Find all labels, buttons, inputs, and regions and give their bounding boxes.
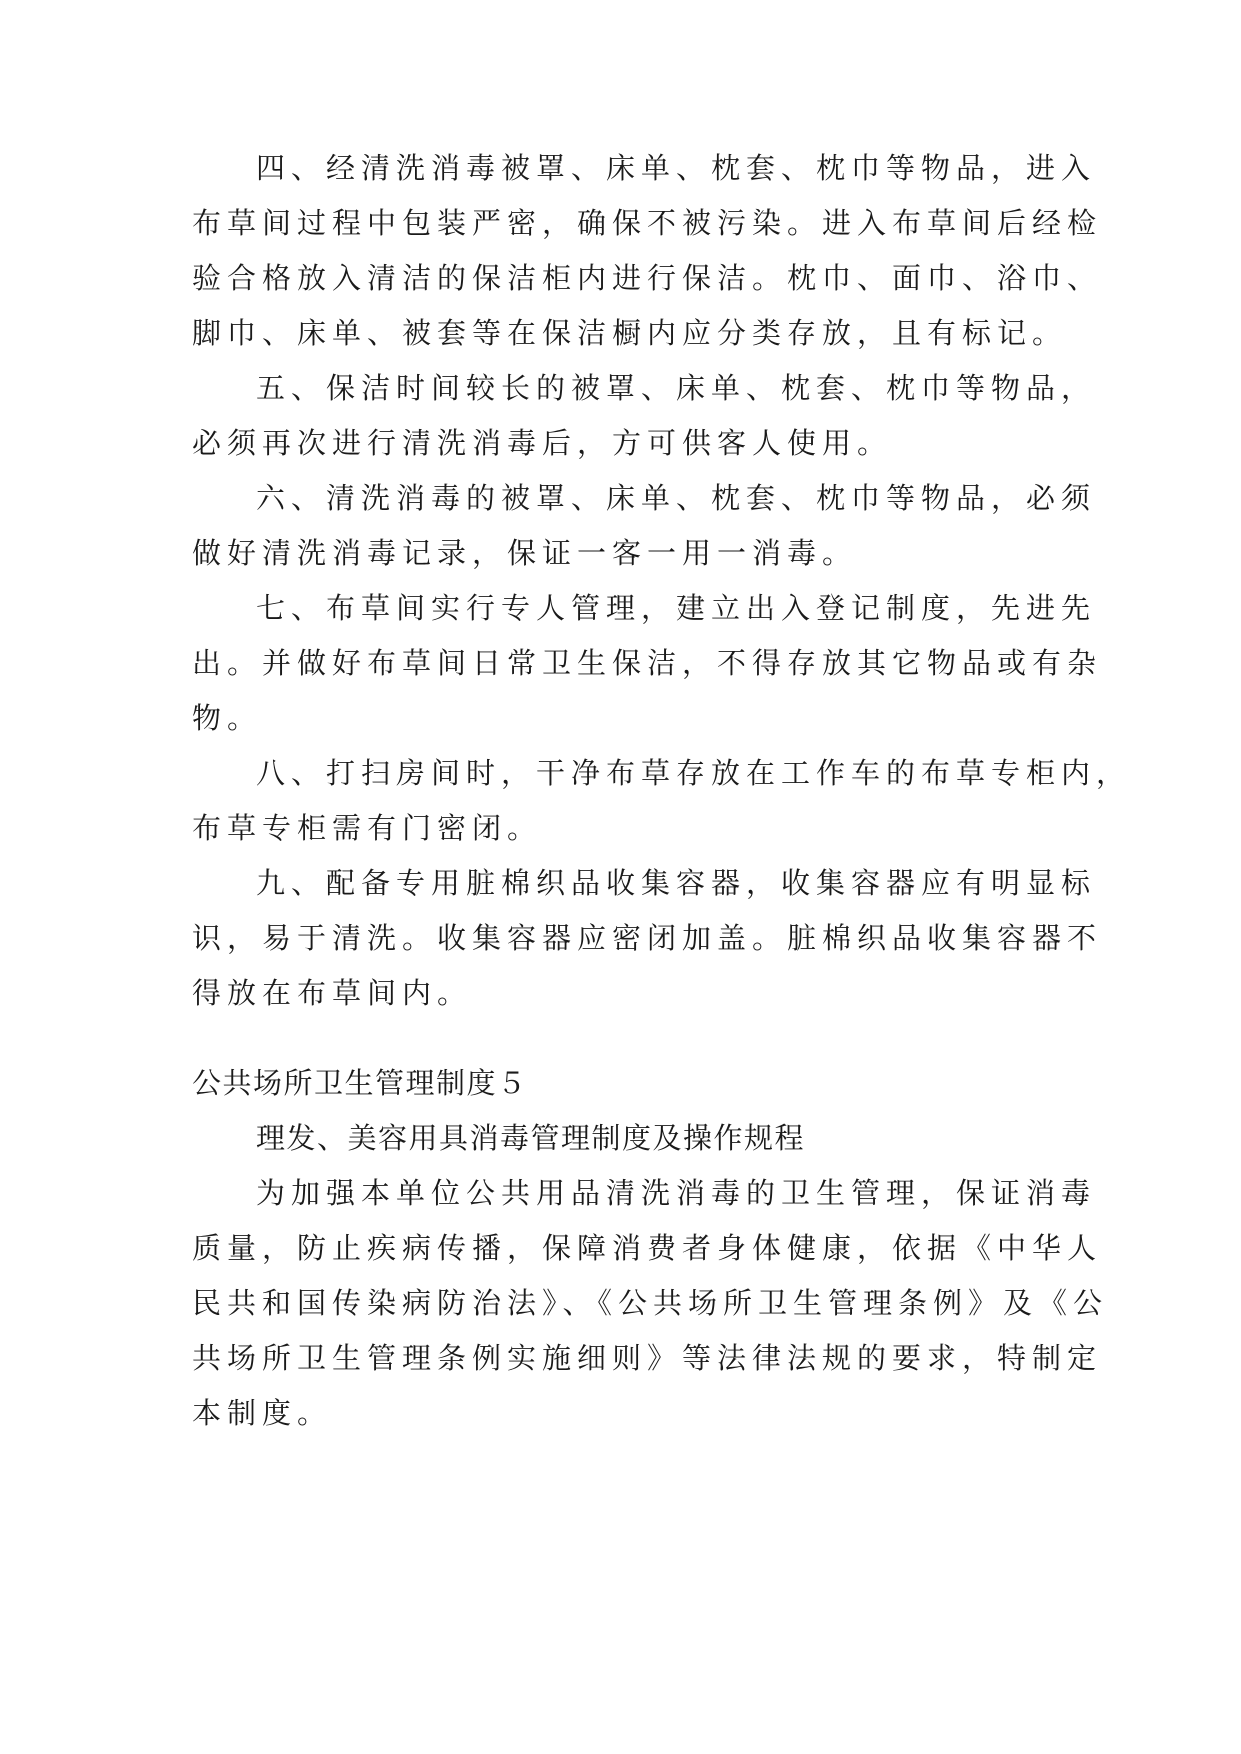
- paragraph-4-line-1: 四、经清洗消毒被罩、床单、枕套、枕巾等物品，进入: [256, 151, 1097, 185]
- intro-paragraph-line-2: 质量，防止疾病传播，保障消费者身体健康，依据《中华人: [192, 1231, 1103, 1265]
- section-subtitle: 理发、美容用具消毒管理制度及操作规程: [256, 1121, 806, 1155]
- paragraph-8-line-1: 八、打扫房间时，干净布草存放在工作车的布草专柜内，: [256, 756, 1132, 790]
- paragraph-5-line-1: 五、保洁时间较长的被罩、床单、枕套、枕巾等物品，: [256, 371, 1097, 405]
- paragraph-9-line-3: 得放在布草间内。: [192, 976, 473, 1010]
- paragraph-4-line-2: 布草间过程中包装严密，确保不被污染。进入布草间后经检: [192, 206, 1103, 240]
- intro-paragraph-line-1: 为加强本单位公共用品清洗消毒的卫生管理，保证消毒: [256, 1176, 1097, 1210]
- paragraph-6-line-1: 六、清洗消毒的被罩、床单、枕套、枕巾等物品，必须: [256, 481, 1097, 515]
- paragraph-7-line-2: 出。并做好布草间日常卫生保洁，不得存放其它物品或有杂: [192, 646, 1103, 680]
- paragraph-7-line-3: 物。: [192, 701, 263, 735]
- paragraph-7-line-1: 七、布草间实行专人管理，建立出入登记制度，先进先: [256, 591, 1097, 625]
- paragraph-9-line-1: 九、配备专用脏棉织品收集容器，收集容器应有明显标: [256, 866, 1097, 900]
- section-heading: 公共场所卫生管理制度５: [192, 1066, 528, 1100]
- paragraph-8-line-2: 布草专柜需有门密闭。: [192, 811, 543, 845]
- paragraph-5-line-2: 必须再次进行清洗消毒后，方可供客人使用。: [192, 426, 893, 460]
- intro-paragraph-line-5: 本制度。: [192, 1396, 333, 1430]
- paragraph-4-line-3: 验合格放入清洁的保洁柜内进行保洁。枕巾、面巾、浴巾、: [192, 261, 1103, 295]
- paragraph-9-line-2: 识，易于清洗。收集容器应密闭加盖。脏棉织品收集容器不: [192, 921, 1103, 955]
- intro-paragraph-line-3: 民共和国传染病防治法》、《公共场所卫生管理条例》及《公: [192, 1286, 1109, 1320]
- paragraph-4-line-4: 脚巾、床单、被套等在保洁橱内应分类存放，且有标记。: [192, 316, 1068, 350]
- paragraph-6-line-2: 做好清洗消毒记录，保证一客一用一消毒。: [192, 536, 858, 570]
- intro-paragraph-line-4: 共场所卫生管理条例实施细则》等法律法规的要求，特制定: [192, 1341, 1103, 1375]
